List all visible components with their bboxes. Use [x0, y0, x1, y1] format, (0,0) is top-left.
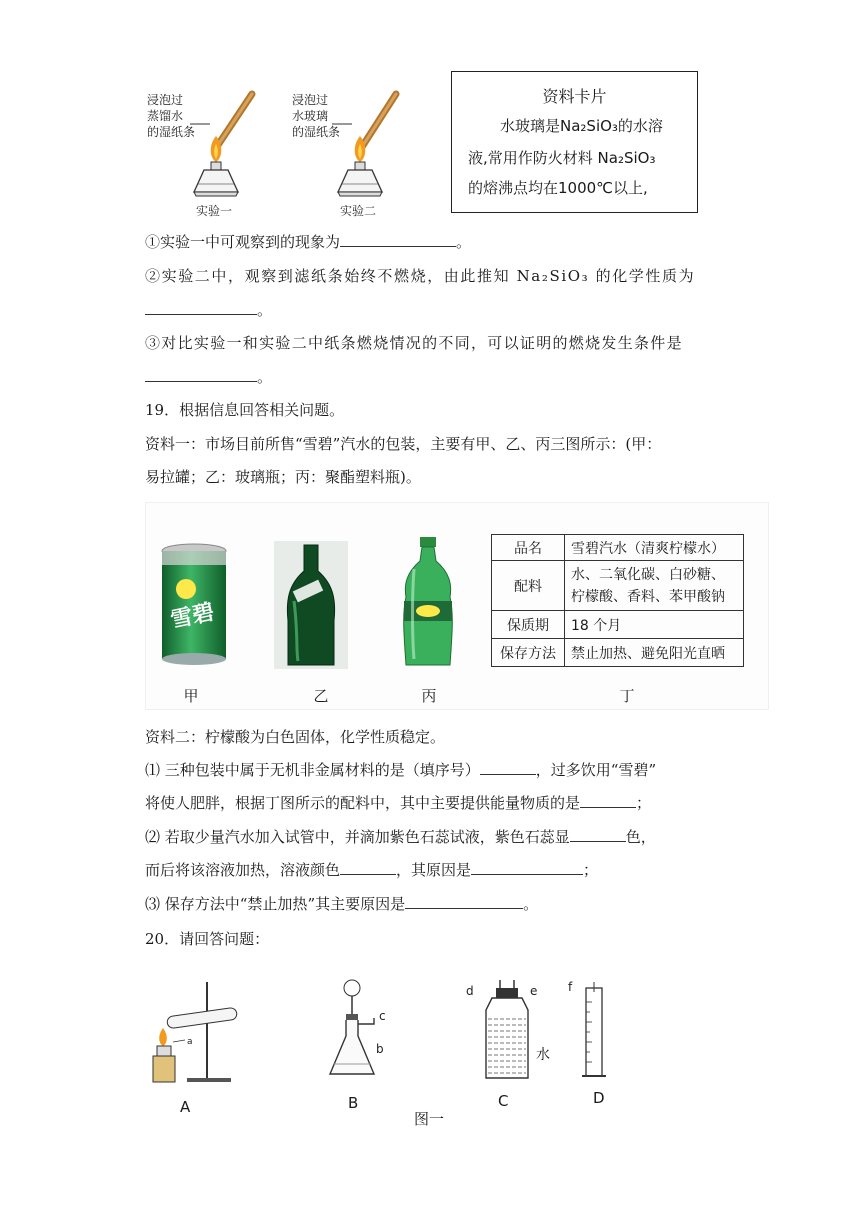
q19-p3-a: ⑶ 保存方法中“禁止加热”其主要原因是: [145, 895, 406, 913]
table-key: 品名: [492, 535, 565, 561]
table-row: [492, 535, 744, 561]
q19-p2-blank3[interactable]: [471, 860, 583, 875]
table-value: 雪碧汽水（清爽柠檬水）: [565, 535, 744, 561]
q18-item2-blank-line: [145, 300, 272, 320]
caption-c: C: [498, 1092, 509, 1110]
table-row: [492, 561, 744, 611]
table-value: 水、二氧化碳、白砂糖、柠檬酸、香料、苯甲酸钠: [565, 561, 744, 611]
q19-p1-blank2[interactable]: [580, 793, 636, 808]
q18-item1: [145, 232, 471, 252]
caption-jia: 甲: [183, 687, 199, 705]
q19-p2-b: 色，: [625, 828, 656, 846]
table-value: 18 个月: [565, 611, 744, 639]
q19-part1-line1: [145, 760, 656, 780]
table-key: 保质期: [492, 611, 565, 639]
caption-a: A: [180, 1098, 191, 1116]
q18-item2-blank[interactable]: [145, 300, 257, 315]
q18-item2-text: ②实验二中，观察到滤纸条始终不燃烧，由此推知 Na₂SiO₃ 的化学性质为: [145, 267, 696, 285]
q18-item3-end: 。: [257, 368, 273, 386]
q19-p2-blank2[interactable]: [340, 860, 396, 875]
q18-item3-text: ③对比实验一和实验二中纸条燃烧情况的不同，可以证明的燃烧发生条件是: [145, 334, 683, 352]
label-d: d: [466, 984, 474, 998]
q18-item3: [145, 333, 683, 353]
exp2-label: 浸泡过 水玻璃 的湿纸条: [292, 93, 341, 139]
q18-item3-blank-line: [145, 367, 272, 387]
info-card-line2: 液,常用作防火材料 Na₂SiO₃: [468, 149, 656, 167]
q18-item1-end: 。: [456, 233, 472, 251]
caption-d: D: [593, 1089, 605, 1107]
q18-item2-end: 。: [257, 301, 273, 319]
exp1-label: 浸泡过 蒸馏水 的湿纸条: [147, 93, 196, 139]
q19-p2-a: ⑵ 若取少量汽水加入试管中，并滴加紫色石蕊试液，紫色石蕊显: [145, 828, 570, 846]
q19-material1-a: 资料一：市场目前所售“雪碧”汽水的包装，主要有甲、乙、丙三图所示：(甲：: [145, 435, 662, 453]
q18-item2: [145, 266, 695, 286]
q19-p2-d: ，其原因是: [396, 861, 472, 879]
q18-item3-blank[interactable]: [145, 367, 257, 382]
q20-heading: 20．请回答问题：: [145, 930, 270, 948]
glass-bottle-image: [274, 541, 348, 669]
q19-p1-a: ⑴ 三种包装中属于无机非金属材料的是（填序号）: [145, 761, 480, 779]
alcohol-lamp-experiment-1: [180, 86, 290, 212]
caption-ding: 丁: [619, 687, 635, 705]
exp2-caption: 实验二: [340, 204, 377, 218]
q19-p3-b: 。: [523, 895, 539, 913]
apparatus-a-heating-setup: [145, 976, 245, 1086]
caption-b: B: [348, 1094, 359, 1112]
q19-p1-b: ，过多饮用“雪碧”: [535, 761, 657, 779]
q19-p2-blank1[interactable]: [570, 827, 626, 842]
table-key: 配料: [492, 561, 565, 611]
apparatus-c-gas-bottle: [470, 980, 550, 1084]
caption-yi: 乙: [313, 687, 329, 705]
label-f: f: [568, 980, 573, 994]
q19-part2-line2: [145, 860, 598, 880]
info-card-line3: 的熔沸点均在1000℃以上,: [468, 179, 648, 197]
can-image: [156, 543, 232, 667]
table-key: 保存方法: [492, 639, 565, 667]
label-e: e: [530, 984, 538, 998]
label-b: b: [376, 1042, 384, 1056]
apparatus-b-flask: [318, 976, 398, 1086]
q19-part3: [145, 894, 538, 914]
caption-bing: 丙: [421, 687, 437, 705]
label-a-small: a: [187, 1037, 193, 1047]
info-card-title: 资料卡片: [542, 87, 607, 106]
figure-caption: 图一: [414, 1110, 445, 1128]
alcohol-lamp-experiment-2: [326, 86, 436, 212]
q19-p3-blank[interactable]: [405, 894, 523, 909]
apparatus-d-graduated-cylinder: [576, 982, 616, 1082]
product-info-table: [491, 534, 744, 667]
q19-part1-line2: [145, 793, 651, 813]
q19-part2-line1: [145, 827, 656, 847]
q19-p1-c: 将使人肥胖，根据丁图所示的配料中，其中主要提供能量物质的是: [145, 794, 581, 812]
q18-item1-text: ①实验一中可观察到的现象为: [145, 233, 341, 251]
table-value: 禁止加热、避免阳光直晒: [565, 639, 744, 667]
q19-p1-blank1[interactable]: [480, 760, 536, 775]
q18-item1-blank[interactable]: [340, 232, 456, 247]
q19-material2: 资料二：柠檬酸为白色固体，化学性质稳定。: [145, 728, 446, 746]
q19-p2-c: 而后将该溶液加热，溶液颜色: [145, 861, 341, 879]
q19-heading: 19．根据信息回答相关问题。: [145, 401, 345, 419]
label-c: c: [379, 1009, 386, 1023]
q19-material1-b: 易拉罐；乙：玻璃瓶；丙：聚酯塑料瓶)。: [145, 468, 421, 486]
plastic-bottle-image: [396, 535, 460, 671]
q19-p1-d: ；: [636, 794, 652, 812]
info-card-line1: 水玻璃是Na₂SiO₃的水溶: [500, 117, 663, 135]
exp1-caption: 实验一: [196, 204, 233, 218]
info-card: [451, 71, 698, 213]
table-row: [492, 639, 744, 667]
q19-p2-e: ；: [583, 861, 599, 879]
table-row: [492, 611, 744, 639]
svg-text:雪碧: 雪碧: [168, 599, 217, 634]
label-water: 水: [536, 1047, 550, 1063]
